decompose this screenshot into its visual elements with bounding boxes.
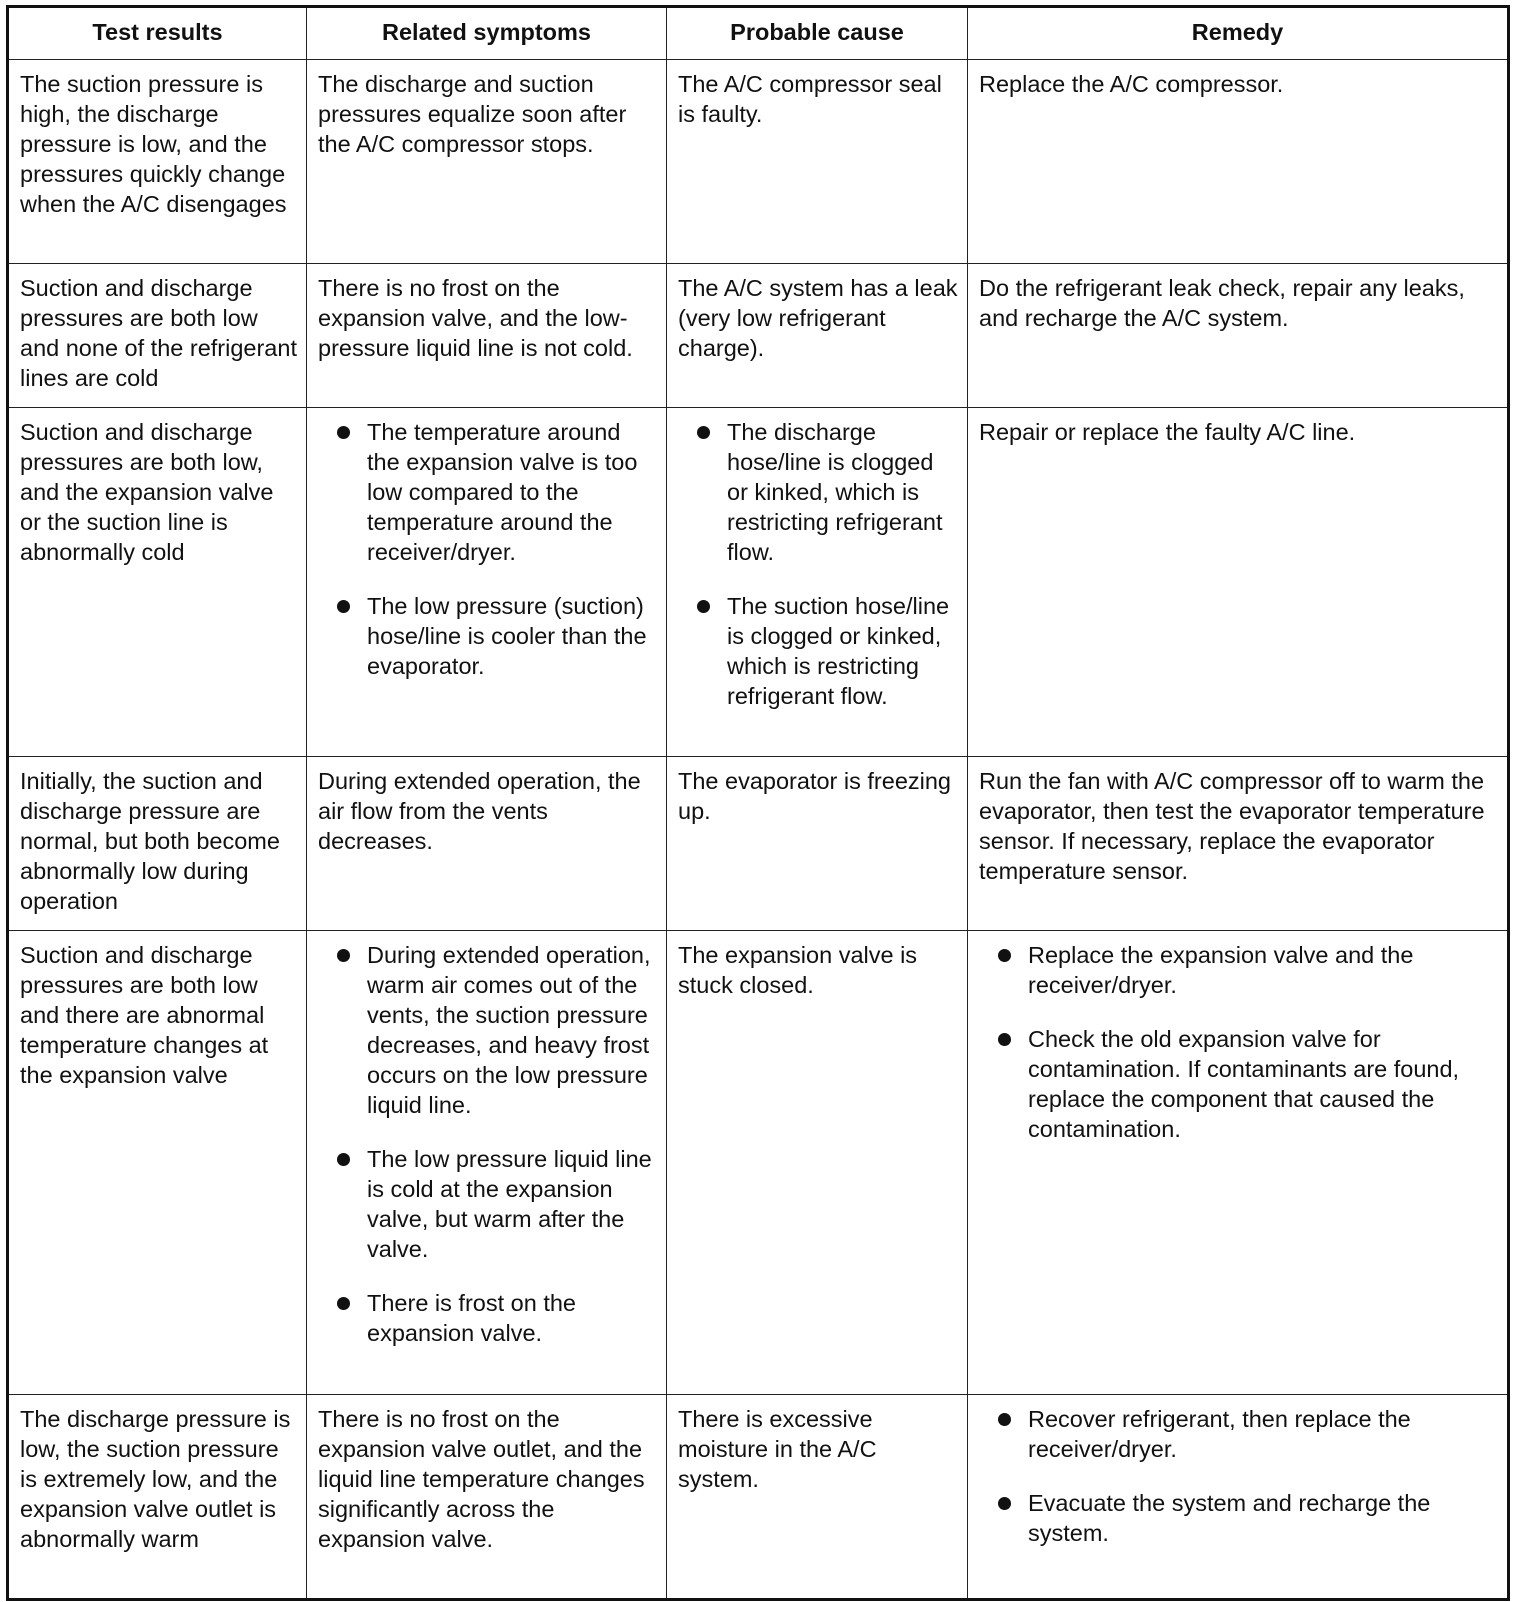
bullet-icon xyxy=(697,600,710,613)
cause-cell: The A/C system has a leak (very low refrigerant charge). xyxy=(667,264,968,408)
ac-troubleshooting-table xyxy=(6,5,1510,1601)
remedy-text: Evacuate the system and recharge the system. xyxy=(1028,1490,1431,1546)
symptoms-cell xyxy=(307,931,667,1395)
remedy-cell: Do the refrigerant leak check, repair any leaks, and recharge the A/C system. xyxy=(968,264,1509,408)
cause-text: The suction hose/line is clogged or kinked, which is restricting refrigerant flow. xyxy=(727,593,950,709)
table-row xyxy=(8,408,1509,757)
test-result-cell: Suction and discharge pressures are both low and there are abnormal temperature changes at the expansion valve xyxy=(8,931,307,1395)
list-item xyxy=(979,1024,1499,1144)
list-item xyxy=(318,1144,658,1264)
header-test-results: Test results xyxy=(8,7,307,60)
remedy-text: Check the old expansion valve for contamination. If contaminants are found, replace the component that caused the contamination. xyxy=(1028,1026,1460,1142)
bullet-icon xyxy=(998,1413,1011,1426)
symptoms-cell: There is no frost on the expansion valve, and the low-pressure liquid line is not cold. xyxy=(307,264,667,408)
causes-list xyxy=(678,417,959,711)
table-header-row xyxy=(8,7,1509,60)
bullet-icon xyxy=(998,949,1011,962)
bullet-icon xyxy=(998,1497,1011,1510)
symptom-text: The low pressure liquid line is cold at the expansion valve, but warm after the valve. xyxy=(367,1146,652,1262)
remedy-text: Recover refrigerant, then replace the receiver/dryer. xyxy=(1028,1406,1411,1462)
table-row xyxy=(8,757,1509,931)
header-related-symptoms: Related symptoms xyxy=(307,7,667,60)
cause-cell: There is excessive moisture in the A/C system. xyxy=(667,1395,968,1600)
test-result-cell: Initially, the suction and discharge pressure are normal, but both become abnormally low during operation xyxy=(8,757,307,931)
test-result-cell: The suction pressure is high, the discharge pressure is low, and the pressures quickly change when the A/C disengages xyxy=(8,60,307,264)
remedy-cell xyxy=(968,931,1509,1395)
cause-cell xyxy=(667,408,968,757)
remedies-list xyxy=(979,940,1499,1144)
bullet-icon xyxy=(337,1297,350,1310)
list-item xyxy=(979,1404,1499,1464)
symptom-text: The temperature around the expansion valve is too low compared to the temperature around the receiver/dryer. xyxy=(367,419,638,565)
bullet-icon xyxy=(337,1153,350,1166)
list-item xyxy=(678,591,959,711)
symptoms-cell xyxy=(307,408,667,757)
symptoms-cell: There is no frost on the expansion valve outlet, and the liquid line temperature changes significantly across the expansion valve. xyxy=(307,1395,667,1600)
bullet-icon xyxy=(337,426,350,439)
list-item xyxy=(318,940,658,1120)
bullet-icon xyxy=(998,1033,1011,1046)
header-probable-cause: Probable cause xyxy=(667,7,968,60)
cause-cell: The A/C compressor seal is faulty. xyxy=(667,60,968,264)
symptoms-list xyxy=(318,417,658,681)
test-result-cell: The discharge pressure is low, the suction pressure is extremely low, and the expansion valve outlet is abnormally warm xyxy=(8,1395,307,1600)
remedy-cell: Repair or replace the faulty A/C line. xyxy=(968,408,1509,757)
test-result-cell: Suction and discharge pressures are both low and none of the refrigerant lines are cold xyxy=(8,264,307,408)
list-item xyxy=(318,591,658,681)
list-item xyxy=(979,940,1499,1000)
symptom-text: During extended operation, warm air comes out of the vents, the suction pressure decreases, and heavy frost occurs on the low pressure liquid line. xyxy=(367,942,651,1118)
list-item xyxy=(318,417,658,567)
symptoms-cell: During extended operation, the air flow from the vents decreases. xyxy=(307,757,667,931)
table-row xyxy=(8,931,1509,1395)
cause-text: The discharge hose/line is clogged or kinked, which is restricting refrigerant flow. xyxy=(727,419,943,565)
bullet-icon xyxy=(697,426,710,439)
table-row xyxy=(8,264,1509,408)
list-item xyxy=(318,1288,658,1348)
table-row xyxy=(8,1395,1509,1600)
cause-cell: The evaporator is freezing up. xyxy=(667,757,968,931)
symptom-text: The low pressure (suction) hose/line is cooler than the evaporator. xyxy=(367,593,647,679)
remedy-cell: Replace the A/C compressor. xyxy=(968,60,1509,264)
bullet-icon xyxy=(337,949,350,962)
remedies-list xyxy=(979,1404,1499,1548)
list-item xyxy=(678,417,959,567)
test-result-cell: Suction and discharge pressures are both low, and the expansion valve or the suction line is abnormally cold xyxy=(8,408,307,757)
symptom-text: There is frost on the expansion valve. xyxy=(367,1290,576,1346)
cause-cell: The expansion valve is stuck closed. xyxy=(667,931,968,1395)
list-item xyxy=(979,1488,1499,1548)
header-remedy: Remedy xyxy=(968,7,1509,60)
remedy-cell: Run the fan with A/C compressor off to warm the evaporator, then test the evaporator temperature sensor. If necessary, replace the evaporator temperature sensor. xyxy=(968,757,1509,931)
remedy-cell xyxy=(968,1395,1509,1600)
remedy-text: Replace the expansion valve and the receiver/dryer. xyxy=(1028,942,1414,998)
symptoms-list xyxy=(318,940,658,1348)
symptoms-cell: The discharge and suction pressures equalize soon after the A/C compressor stops. xyxy=(307,60,667,264)
table-row xyxy=(8,60,1509,264)
bullet-icon xyxy=(337,600,350,613)
troubleshooting-table-container xyxy=(6,5,1507,1595)
